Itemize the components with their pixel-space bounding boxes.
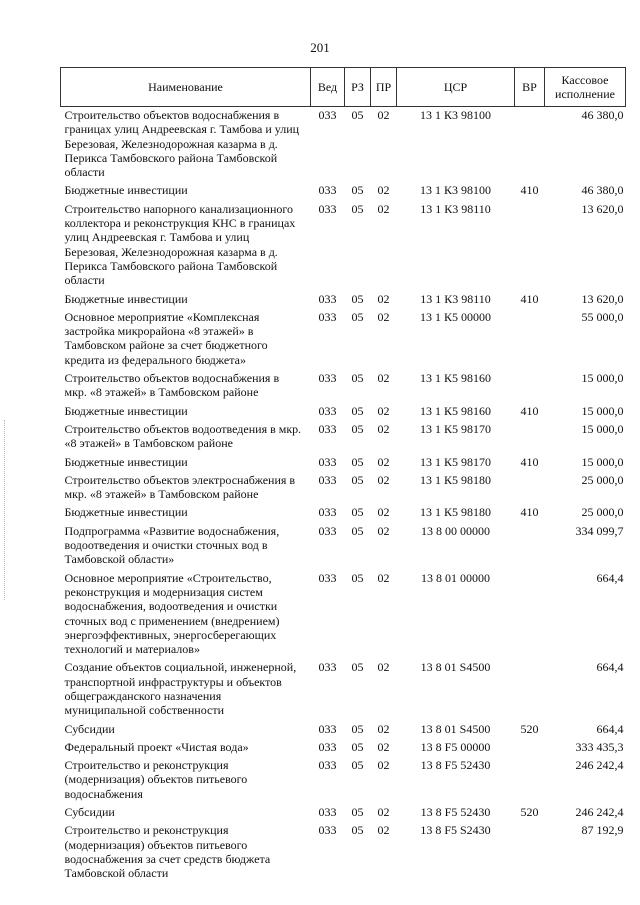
- cell-name: Строительство объектов водоснабжения в границах улиц Андреевская г. Тамбова и улиц Березовая, Железнодорожная казарма в д. Перикса Тамбовского района Тамбовской области: [64, 108, 300, 180]
- cell-name: Строительство и реконструкция (модернизация) объектов питьевого водоснабжения за счет средств бюджета Тамбовской области: [64, 823, 271, 881]
- cell-name: Строительство напорного канализационного коллектора и реконструкция КНС в границах улиц Андреевская г. Тамбова и улиц Березовая, Железнодорожная казарма в д. Перикса Тамбовского района Тамбовской области: [64, 201, 296, 288]
- cell-ved: 033: [318, 523, 337, 538]
- cell-csr: 13 8 01 S4500: [420, 660, 491, 675]
- cell-amount: 55 000,0: [581, 309, 624, 324]
- cell-amount: 15 000,0: [581, 421, 624, 436]
- cell-ved: 033: [318, 291, 337, 306]
- cell-name: Бюджетные инвестиции: [64, 183, 188, 198]
- table-row: [61, 418, 626, 451]
- cell-amount: 87 192,9: [581, 823, 624, 838]
- cell-ved: 033: [318, 739, 337, 754]
- cell-amount: 246 242,4: [575, 758, 624, 773]
- table-row: [61, 520, 626, 567]
- cell-name: Бюджетные инвестиции: [64, 454, 188, 469]
- cell-pr: 02: [377, 108, 390, 122]
- cell-name: Подпрограмма «Развитие водоснабжения, водоотведения и очистки сточных вод в Тамбовской области»: [64, 523, 280, 567]
- cell-vr: [515, 819, 545, 880]
- cell-rz: 05: [351, 523, 364, 538]
- table-row: [61, 400, 626, 418]
- cell-ved: 033: [318, 403, 337, 418]
- table-row: [61, 198, 626, 288]
- cell-pr: 02: [377, 758, 390, 773]
- cell-rz: 05: [351, 201, 364, 216]
- table-row: [61, 736, 626, 754]
- cell-ved: 033: [318, 758, 337, 773]
- cell-ved: 033: [318, 805, 337, 820]
- table-row: [61, 367, 626, 400]
- cell-ved: 033: [318, 570, 337, 585]
- cell-vr: 410: [520, 291, 539, 306]
- cell-rz: 05: [351, 371, 364, 386]
- table-row: [61, 718, 626, 736]
- cell-vr: 410: [520, 505, 539, 520]
- cell-rz: 05: [351, 505, 364, 520]
- cell-vr: [515, 754, 545, 801]
- header-name: Наименование: [61, 68, 311, 107]
- cell-vr: [515, 469, 545, 502]
- cell-csr: 13 1 К5 98170: [419, 454, 491, 469]
- cell-csr: 13 8 F5 52430: [420, 758, 491, 773]
- cell-ved: 033: [318, 309, 337, 324]
- cell-vr: [515, 520, 545, 567]
- cell-pr: 02: [377, 523, 390, 538]
- cell-pr: 02: [377, 371, 390, 386]
- cell-rz: 05: [351, 309, 364, 324]
- cell-ved: 033: [318, 371, 337, 386]
- cell-name: Субсидии: [64, 721, 115, 736]
- header-ved: Вед: [311, 68, 345, 107]
- cell-pr: 02: [377, 660, 390, 675]
- page-number: 201: [310, 40, 330, 55]
- cell-rz: 05: [351, 570, 364, 585]
- cell-csr: 13 1 К5 98170: [419, 421, 491, 436]
- cell-csr: 13 8 F5 S2430: [420, 823, 491, 838]
- cell-vr: 520: [520, 721, 539, 736]
- cell-name: Бюджетные инвестиции: [64, 291, 188, 306]
- cell-vr: 410: [520, 183, 539, 198]
- cell-rz: 05: [351, 805, 364, 820]
- cell-vr: 520: [520, 805, 539, 820]
- cell-name: Основное мероприятие «Строительство, реконструкция и модернизация систем водоснабжения, водоотведения и очистки сточных вод с применением (внедрением) энергоэффективных, энергосберегающих технологий и материалов»: [64, 570, 280, 657]
- cell-pr: 02: [377, 403, 390, 418]
- cell-csr: 13 8 01 S4500: [420, 721, 491, 736]
- header-csr: ЦСР: [397, 68, 515, 107]
- cell-name: Строительство и реконструкция (модернизация) объектов питьевого водоснабжения: [64, 758, 248, 801]
- cell-csr: 13 1 К5 98180: [419, 472, 491, 487]
- cell-amount: 664,4: [596, 570, 624, 585]
- header-rz: РЗ: [345, 68, 371, 107]
- cell-pr: 02: [377, 421, 390, 436]
- table-header-row: [61, 68, 626, 107]
- cell-pr: 02: [377, 570, 390, 585]
- table-row: [61, 306, 626, 367]
- header-amount: Кассовое исполнение: [545, 68, 626, 107]
- cell-rz: 05: [351, 183, 364, 198]
- cell-csr: 13 1 К3 98110: [420, 201, 491, 216]
- table-row: [61, 501, 626, 519]
- cell-amount: 25 000,0: [581, 505, 624, 520]
- cell-name: Создание объектов социальной, инженерной, транспортной инфраструктуры и объектов общегражданского назначения муниципальной собственности: [64, 660, 297, 718]
- cell-csr: 13 1 К3 98110: [420, 291, 491, 306]
- header-pr: ПР: [371, 68, 397, 107]
- cell-pr: 02: [377, 472, 390, 487]
- cell-rz: 05: [351, 823, 364, 838]
- cell-amount: 664,4: [596, 721, 624, 736]
- cell-vr: [515, 736, 545, 754]
- table-row: [61, 754, 626, 801]
- cell-pr: 02: [377, 739, 390, 754]
- cell-amount: 334 099,7: [575, 523, 624, 538]
- cell-name: Бюджетные инвестиции: [64, 403, 188, 418]
- cell-name: Федеральный проект «Чистая вода»: [64, 739, 249, 754]
- table-row: [61, 469, 626, 502]
- cell-csr: 13 8 F5 52430: [420, 805, 491, 820]
- table-row: [61, 107, 626, 180]
- cell-ved: 033: [318, 721, 337, 736]
- cell-ved: 033: [318, 183, 337, 198]
- cell-amount: 246 242,4: [575, 805, 624, 820]
- cell-pr: 02: [377, 309, 390, 324]
- cell-vr: [515, 306, 545, 367]
- cell-csr: 13 1 К5 98160: [419, 371, 491, 386]
- cell-vr: 410: [520, 454, 539, 469]
- table-row: [61, 656, 626, 717]
- cell-ved: 033: [318, 454, 337, 469]
- cell-amount: 46 380,0: [581, 108, 624, 122]
- cell-rz: 05: [351, 421, 364, 436]
- scan-edge-mark: [4, 420, 8, 600]
- cell-pr: 02: [377, 823, 390, 838]
- cell-rz: 05: [351, 454, 364, 469]
- cell-pr: 02: [377, 721, 390, 736]
- cell-rz: 05: [351, 472, 364, 487]
- cell-ved: 033: [318, 505, 337, 520]
- cell-csr: 13 8 00 00000: [421, 523, 490, 538]
- cell-pr: 02: [377, 201, 390, 216]
- cell-ved: 033: [318, 201, 337, 216]
- cell-amount: 46 380,0: [581, 183, 624, 198]
- cell-amount: 15 000,0: [581, 403, 624, 418]
- cell-name: Строительство объектов водоснабжения в мкр. «8 этажей» в Тамбовском районе: [64, 371, 280, 400]
- cell-amount: 15 000,0: [581, 454, 624, 469]
- cell-csr: 13 1 К5 98180: [419, 505, 491, 520]
- table-row: [61, 567, 626, 657]
- cell-rz: 05: [351, 291, 364, 306]
- cell-ved: 033: [318, 472, 337, 487]
- cell-ved: 033: [318, 108, 337, 122]
- cell-rz: 05: [351, 403, 364, 418]
- cell-amount: 664,4: [596, 660, 624, 675]
- cell-csr: 13 8 01 00000: [421, 570, 490, 585]
- cell-rz: 05: [351, 108, 364, 122]
- cell-vr: [515, 367, 545, 400]
- cell-rz: 05: [351, 739, 364, 754]
- header-vr: ВР: [515, 68, 545, 107]
- cell-rz: 05: [351, 721, 364, 736]
- cell-amount: 13 620,0: [581, 201, 624, 216]
- cell-csr: 13 1 К3 98100: [419, 183, 491, 198]
- budget-table: [60, 67, 626, 881]
- cell-rz: 05: [351, 758, 364, 773]
- cell-name: Основное мероприятие «Комплексная застройка микрорайона «8 этажей» в Тамбовском районе за счет бюджетного кредита из федерального бюджета»: [64, 309, 268, 367]
- cell-vr: [515, 198, 545, 288]
- cell-vr: [515, 418, 545, 451]
- cell-name: Строительство объектов водоотведения в мкр. «8 этажей» в Тамбовском районе: [64, 421, 302, 451]
- cell-vr: [515, 567, 545, 657]
- cell-vr: [515, 107, 545, 180]
- cell-rz: 05: [351, 660, 364, 675]
- cell-pr: 02: [377, 291, 390, 306]
- cell-pr: 02: [377, 805, 390, 820]
- cell-name: Бюджетные инвестиции: [64, 505, 188, 520]
- cell-csr: 13 1 К5 98160: [419, 403, 491, 418]
- cell-name: Строительство объектов электроснабжения в мкр. «8 этажей» в Тамбовском районе: [64, 472, 296, 502]
- cell-csr: 13 1 К5 00000: [419, 309, 491, 324]
- cell-pr: 02: [377, 183, 390, 198]
- cell-csr: 13 8 F5 00000: [420, 739, 491, 754]
- cell-vr: 410: [520, 403, 539, 418]
- cell-vr: [515, 656, 545, 717]
- cell-amount: 25 000,0: [581, 472, 624, 487]
- cell-amount: 13 620,0: [581, 291, 624, 306]
- table-row: [61, 451, 626, 469]
- cell-amount: 15 000,0: [581, 371, 624, 386]
- cell-ved: 033: [318, 823, 337, 838]
- cell-ved: 033: [318, 660, 337, 675]
- cell-amount: 333 435,3: [575, 739, 624, 754]
- cell-pr: 02: [377, 505, 390, 520]
- table-row: [61, 179, 626, 197]
- cell-csr: 13 1 К3 98100: [419, 108, 491, 122]
- cell-name: Субсидии: [64, 805, 115, 820]
- table-row: [61, 288, 626, 306]
- table-body: [61, 107, 626, 881]
- cell-pr: 02: [377, 454, 390, 469]
- table-row: [61, 819, 626, 880]
- cell-ved: 033: [318, 421, 337, 436]
- table-row: [61, 801, 626, 819]
